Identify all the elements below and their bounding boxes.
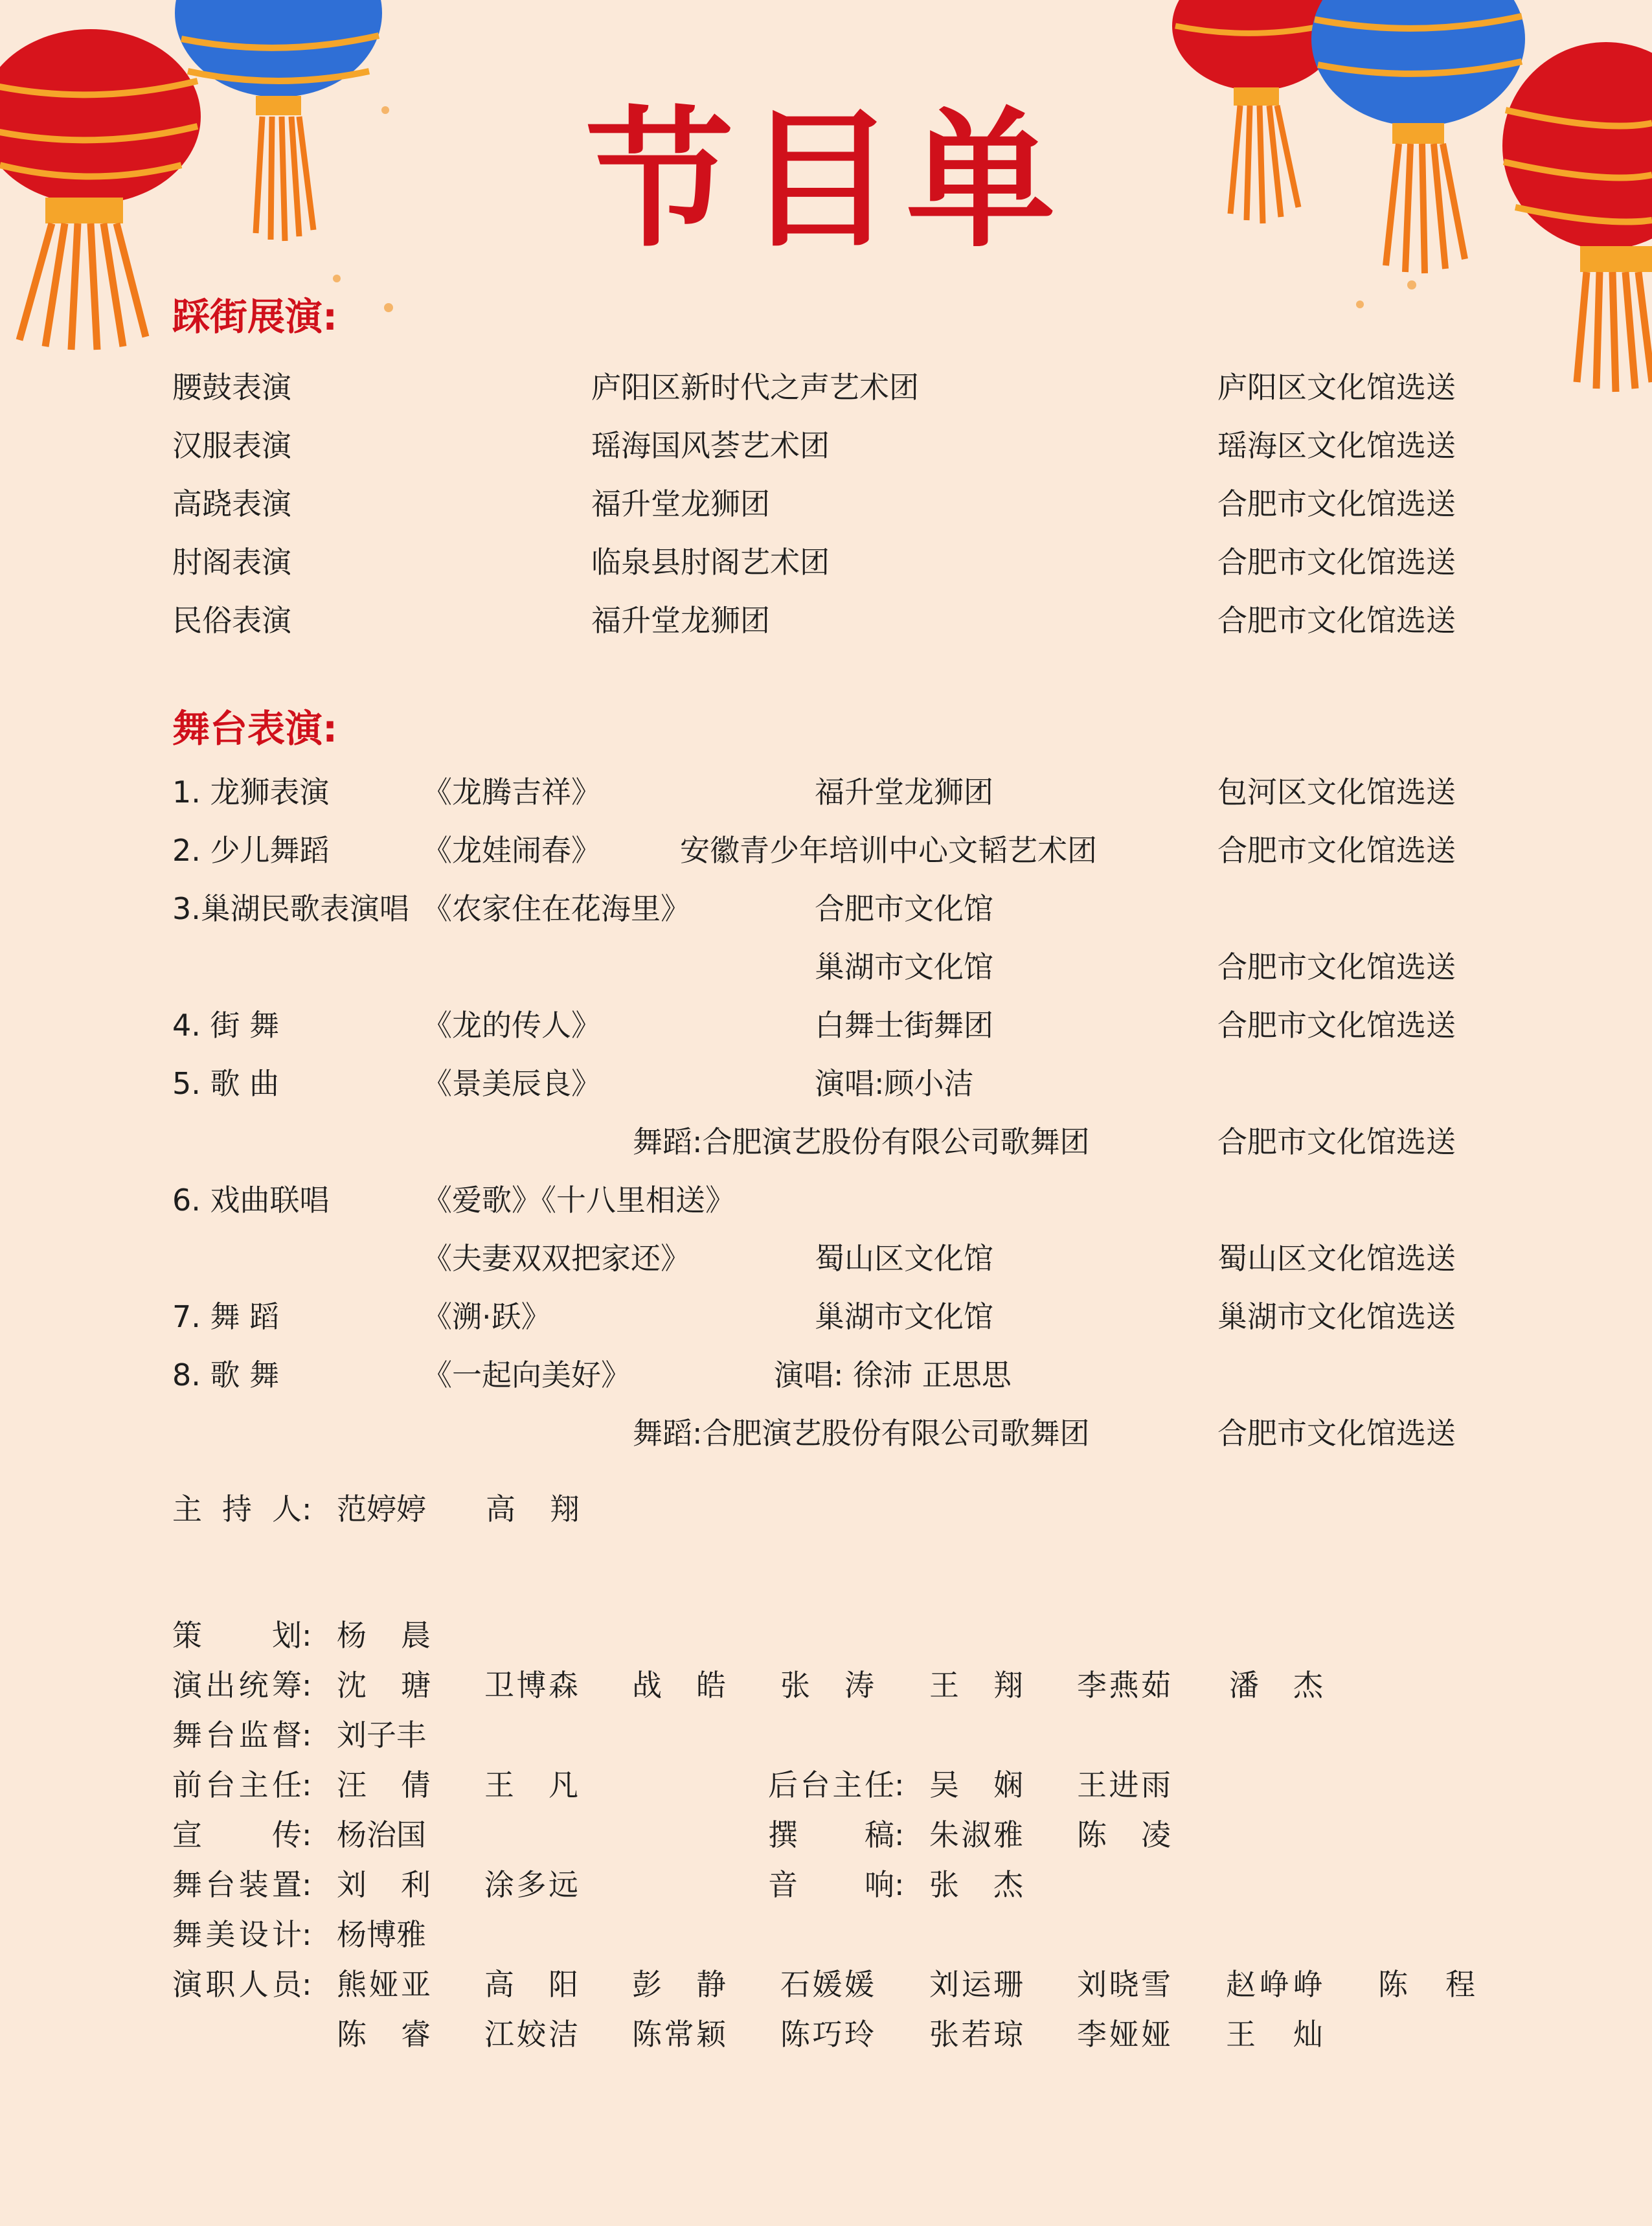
group-name: 福升堂龙狮团	[591, 486, 770, 521]
sender: 合肥市文化馆选送	[1217, 486, 1456, 521]
host-name: 范婷婷	[337, 1492, 426, 1527]
crew-name: 潘杰	[1229, 1668, 1323, 1703]
act-name: 民俗表演	[172, 603, 291, 638]
list-item	[0, 1414, 1652, 1453]
performer: 巢湖市文化馆	[815, 1299, 993, 1334]
crew-name: 刘晓雪	[1077, 1967, 1171, 2002]
list-item	[0, 1356, 1652, 1394]
list-item	[0, 543, 1652, 582]
crew-name: 王凡	[484, 1767, 578, 1802]
program-title: 《龙娃闹春》	[422, 833, 601, 868]
sender: 合肥市文化馆选送	[1217, 603, 1456, 638]
crew-name: 汪倩	[337, 1767, 431, 1802]
colon: :	[302, 1718, 312, 1753]
crew-name: 张涛	[780, 1668, 874, 1703]
list-item	[0, 484, 1652, 523]
crew-name: 杨晨	[337, 1618, 431, 1653]
sender: 蜀山区文化馆选送	[1217, 1241, 1456, 1276]
colon: :	[894, 1867, 905, 1902]
colon: :	[302, 1867, 312, 1902]
crew-row-stage-setup	[0, 1865, 1652, 1904]
crew-name: 朱淑雅	[929, 1817, 1023, 1852]
group-name: 庐阳区新时代之声艺术团	[591, 370, 919, 405]
group-name: 瑶海国风荟艺术团	[591, 428, 830, 463]
crew-name: 赵峥峥	[1226, 1967, 1323, 2002]
sender: 合肥市文化馆选送	[1217, 833, 1456, 868]
crew-name: 陈常颖	[632, 2017, 726, 2052]
crew-name: 王灿	[1226, 2017, 1323, 2052]
group-name: 临泉县肘阁艺术团	[591, 545, 830, 580]
crew-name: 王翔	[929, 1668, 1023, 1703]
program-title: 《景美辰良》	[422, 1066, 601, 1101]
crew-label: 前台主任	[172, 1767, 302, 1802]
crew-row-stage-supervisor	[0, 1716, 1652, 1755]
host-name: 高翔	[486, 1492, 580, 1527]
list-item	[0, 1122, 1652, 1161]
colon: :	[302, 1618, 312, 1653]
performer: 演唱:顾小洁	[815, 1066, 974, 1101]
list-item	[0, 1181, 1652, 1220]
crew-row-planning	[0, 1616, 1652, 1655]
crew-name: 陈巧玲	[780, 2017, 874, 2052]
crew-label: 演出统筹	[172, 1668, 302, 1703]
act-name: 肘阁表演	[172, 545, 291, 580]
program-title: 《爱歌》《十八里相送》	[422, 1183, 735, 1218]
list-item	[0, 831, 1652, 870]
colon: :	[302, 1767, 312, 1802]
crew-row-coordination	[0, 1666, 1652, 1705]
sender: 合肥市文化馆选送	[1217, 1416, 1456, 1451]
crew-name: 陈凌	[1077, 1817, 1171, 1852]
sender: 瑶海区文化馆选送	[1217, 428, 1456, 463]
performer: 合肥市文化馆	[815, 891, 993, 926]
crew-label: 演职人员	[172, 1967, 302, 2002]
section-heading-stage: 舞台表演:	[172, 707, 338, 751]
act-name: 高跷表演	[172, 486, 291, 521]
crew-label: 撰稿	[768, 1817, 894, 1852]
crew-name: 刘运珊	[929, 1967, 1023, 2002]
program-number: 4. 街 舞	[172, 1008, 280, 1043]
crew-label: 舞台装置	[172, 1867, 302, 1902]
crew-name: 战皓	[632, 1668, 726, 1703]
crew-name: 吴娴	[929, 1767, 1023, 1802]
program-number: 5. 歌 曲	[172, 1066, 280, 1101]
performer: 演唱: 徐沛 正思思	[774, 1357, 1012, 1392]
list-item	[0, 1297, 1652, 1336]
program-title: 《农家住在花海里》	[422, 891, 690, 926]
colon: :	[894, 1817, 905, 1852]
crew-name: 刘利	[337, 1867, 431, 1902]
performer: 蜀山区文化馆	[815, 1241, 993, 1276]
colon: :	[302, 1668, 312, 1703]
crew-label: 音响	[768, 1867, 894, 1902]
program-number: 2. 少儿舞蹈	[172, 833, 330, 868]
crew-name: 杨治国	[337, 1817, 426, 1852]
crew-name: 江姣洁	[484, 2017, 578, 2052]
colon: :	[302, 1817, 312, 1852]
crew-label: 宣传	[172, 1817, 302, 1852]
colon: :	[302, 1492, 312, 1527]
crew-name: 彭静	[632, 1967, 726, 2002]
crew-label: 策划	[172, 1618, 302, 1653]
crew-name: 陈睿	[337, 2017, 431, 2052]
group-name: 福升堂龙狮团	[591, 603, 770, 638]
sender: 庐阳区文化馆选送	[1217, 370, 1456, 405]
sender: 合肥市文化馆选送	[1217, 1008, 1456, 1043]
program-number: 6. 戏曲联唱	[172, 1183, 330, 1218]
crew-name: 高阳	[484, 1967, 578, 2002]
crew-name: 张若琼	[929, 2017, 1023, 2052]
colon: :	[894, 1767, 905, 1802]
crew-label: 舞台监督	[172, 1718, 302, 1753]
hosts-row	[0, 1490, 1652, 1528]
program-title: 《一起向美好》	[422, 1357, 631, 1392]
performer: 白舞士街舞团	[815, 1008, 993, 1043]
sender: 合肥市文化馆选送	[1217, 949, 1456, 984]
sender: 合肥市文化馆选送	[1217, 545, 1456, 580]
program-title: 《龙的传人》	[422, 1008, 601, 1043]
sender: 包河区文化馆选送	[1217, 775, 1456, 810]
crew-row-staff-2	[0, 2015, 1652, 2054]
crew-label: 后台主任	[768, 1767, 894, 1802]
crew-name: 涂多远	[484, 1867, 578, 1902]
crew-row-art-design	[0, 1915, 1652, 1954]
section-heading-street: 踩街展演:	[172, 295, 338, 339]
list-item	[0, 948, 1652, 986]
colon: :	[302, 1917, 312, 1952]
performer: 巢湖市文化馆	[815, 949, 993, 984]
program-title: 《龙腾吉祥》	[422, 775, 601, 810]
crew-name: 卫博森	[484, 1668, 578, 1703]
crew-name: 陈程	[1378, 1967, 1475, 2002]
crew-name: 熊娅亚	[337, 1967, 431, 2002]
list-item	[0, 889, 1652, 928]
crew-name: 刘子丰	[337, 1718, 426, 1753]
list-item	[0, 601, 1652, 640]
crew-name: 李燕茹	[1077, 1668, 1171, 1703]
page-title: 节目单	[585, 95, 1067, 267]
sender: 巢湖市文化馆选送	[1217, 1299, 1456, 1334]
performer: 福升堂龙狮团	[815, 775, 993, 810]
sender: 合肥市文化馆选送	[1217, 1124, 1456, 1159]
program-number: 8. 歌 舞	[172, 1357, 280, 1392]
crew-name: 王进雨	[1077, 1767, 1171, 1802]
crew-row-staff	[0, 1965, 1652, 2004]
crew-name: 李娅娅	[1077, 2017, 1171, 2052]
crew-row-publicity	[0, 1815, 1652, 1854]
program-number: 3.巢湖民歌表演唱	[172, 891, 409, 926]
list-item	[0, 368, 1652, 407]
colon: :	[302, 1967, 312, 2002]
act-name: 腰鼓表演	[172, 370, 291, 405]
program-number: 1. 龙狮表演	[172, 775, 330, 810]
list-item	[0, 1239, 1652, 1278]
hosts-label: 主持人	[172, 1492, 302, 1527]
performer: 舞蹈:合肥演艺股份有限公司歌舞团	[633, 1124, 1090, 1159]
list-item	[0, 773, 1652, 812]
crew-row-directors	[0, 1766, 1652, 1804]
program-title: 《溯·跃》	[422, 1299, 551, 1334]
performer: 舞蹈:合肥演艺股份有限公司歌舞团	[633, 1416, 1090, 1451]
act-name: 汉服表演	[172, 428, 291, 463]
crew-label: 舞美设计	[172, 1917, 302, 1952]
list-item	[0, 1064, 1652, 1103]
crew-name: 石媛媛	[780, 1967, 874, 2002]
performer: 安徽青少年培训中心文韬艺术团	[680, 833, 1097, 868]
program-number: 7. 舞 蹈	[172, 1299, 280, 1334]
crew-name: 杨博雅	[337, 1917, 426, 1952]
program-title: 《夫妻双双把家还》	[422, 1241, 690, 1276]
crew-name: 张杰	[929, 1867, 1023, 1902]
crew-name: 沈瑭	[337, 1668, 431, 1703]
list-item	[0, 426, 1652, 465]
list-item	[0, 1006, 1652, 1045]
